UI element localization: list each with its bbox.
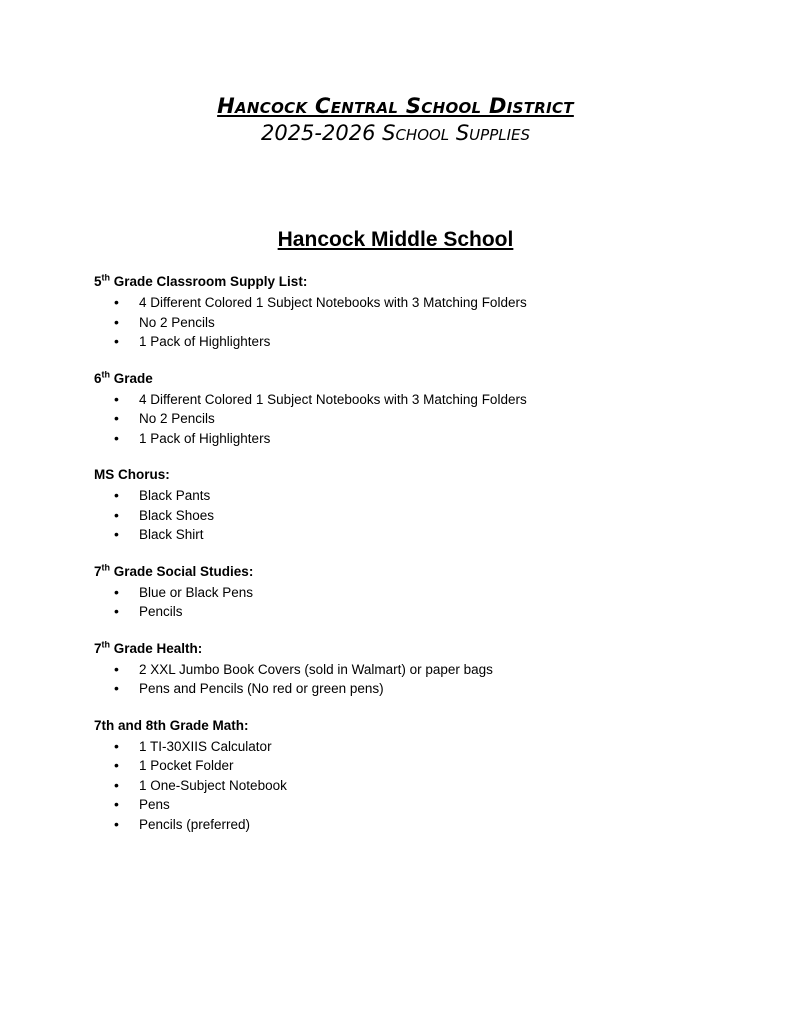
list-item: • Blue or Black Pens	[94, 583, 734, 603]
section-heading: MS Chorus:	[94, 467, 170, 482]
supply-list	[94, 737, 734, 835]
list-item: • 1 One-Subject Notebook	[94, 776, 734, 796]
section-heading: 7th Grade Social Studies:	[94, 562, 254, 579]
list-item: • No 2 Pencils	[94, 313, 734, 333]
list-item: • Pencils	[94, 602, 734, 622]
school-heading: Hancock Middle School	[277, 228, 514, 251]
supply-list	[94, 390, 734, 449]
list-item: • 4 Different Colored 1 Subject Notebooks with 3 Matching Folders	[94, 293, 734, 313]
supply-list	[94, 293, 734, 352]
list-item: • Black Shirt	[94, 525, 734, 545]
list-item: • Black Pants	[94, 486, 734, 506]
section-7th-health	[94, 640, 734, 699]
section-heading: 7th and 8th Grade Math:	[94, 717, 249, 733]
supply-list	[94, 486, 734, 545]
section-heading: 5th Grade Classroom Supply List:	[94, 272, 308, 289]
list-item: • Pens and Pencils (No red or green pens)	[94, 679, 734, 699]
supply-list	[94, 583, 734, 622]
section-5th-grade	[94, 273, 734, 352]
section-ms-chorus	[94, 466, 734, 545]
section-heading: 7th Grade Health:	[94, 639, 203, 656]
section-7th-8th-math	[94, 717, 734, 835]
list-item: • 1 Pack of Highlighters	[94, 332, 734, 352]
list-item: • No 2 Pencils	[94, 409, 734, 429]
supplies-subtitle: 2025-2026 School Supplies	[260, 121, 531, 145]
list-item: • 1 Pack of Highlighters	[94, 429, 734, 449]
supply-sections	[94, 273, 734, 852]
list-item: • Pencils (preferred)	[94, 815, 734, 835]
district-title: Hancock Central School District	[217, 94, 574, 118]
list-item: • 4 Different Colored 1 Subject Notebooks with 3 Matching Folders	[94, 390, 734, 410]
list-item: • Black Shoes	[94, 506, 734, 526]
list-item: • 1 Pocket Folder	[94, 756, 734, 776]
section-7th-social-studies	[94, 563, 734, 622]
list-item: • 1 TI-30XIIS Calculator	[94, 737, 734, 757]
section-6th-grade	[94, 370, 734, 449]
supply-list	[94, 660, 734, 699]
list-item: • 2 XXL Jumbo Book Covers (sold in Walmart) or paper bags	[94, 660, 734, 680]
section-heading: 6th Grade	[94, 369, 153, 386]
list-item: • Pens	[94, 795, 734, 815]
